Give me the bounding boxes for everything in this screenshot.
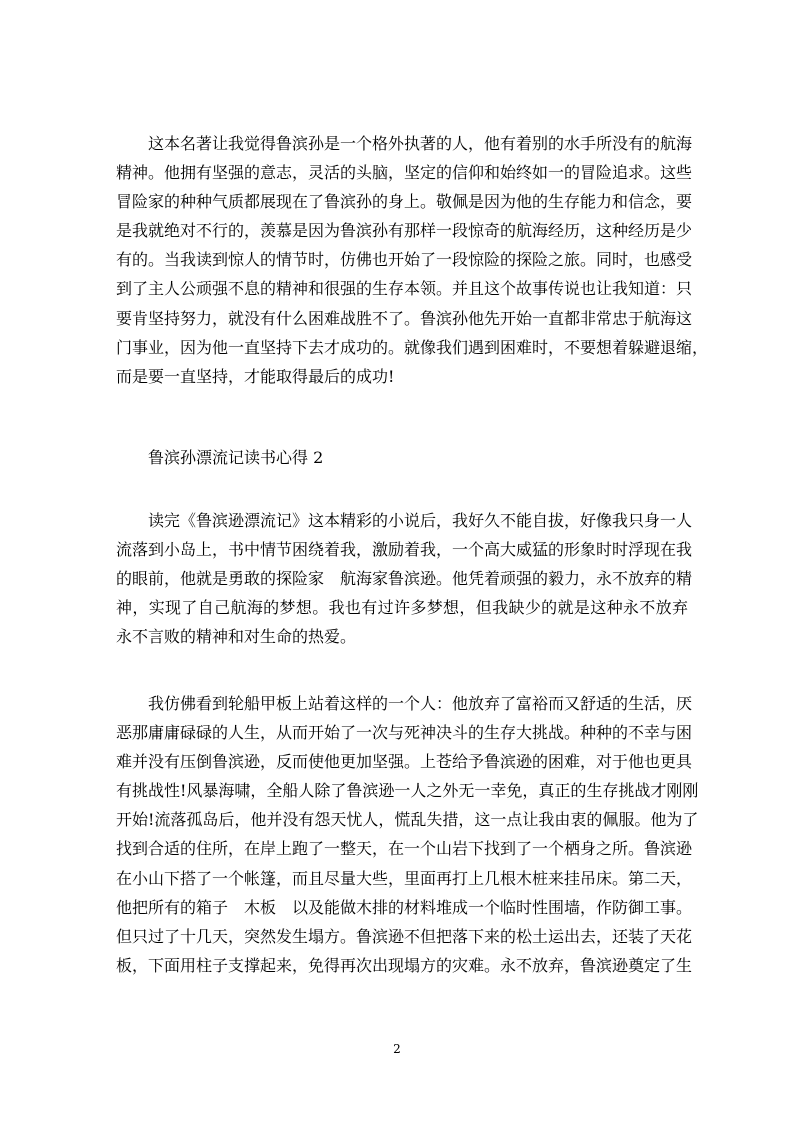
paragraph-line: 到了主人公顽强不息的精神和很强的生存本领。并且这个故事传说也让我知道：只	[116, 279, 693, 299]
paragraph-line: 是我就绝对不行的，羡慕是因为鲁滨孙有那样一段惊奇的航海经历，这种经历是少	[116, 221, 693, 241]
paragraph-line: 流落到小岛上，书中情节困绕着我，激励着我，一个高大威猛的形象时时浮现在我	[116, 540, 693, 560]
paragraph-line: 我仿佛看到轮船甲板上站着这样的一个人：他放弃了富裕而又舒适的生活，厌	[116, 694, 693, 713]
paragraph-line: 他把所有的箱子 木板 以及能做木排的材料堆成一个临时性围墙，作防御工事。	[116, 897, 693, 917]
paragraph-line: 在小山下搭了一个帐篷，而且尽量大些，里面再打上几根木桩来挂吊床。第二天，	[116, 868, 693, 888]
paragraph-line: 但只过了十几天，突然发生塌方。鲁滨逊不但把落下来的松土运出去，还装了天花	[116, 926, 693, 946]
paragraph-line: 神，实现了自己航海的梦想。我也有过许多梦想，但我缺少的就是这种永不放弃	[116, 598, 688, 618]
paragraph-line: 恶那庸庸碌碌的人生，从而开始了一次与死神决斗的生存大挑战。种种的不幸与困	[116, 723, 693, 743]
paragraph-3	[116, 689, 699, 980]
paragraph-line: 开始!流落孤岛后，他并没有怨天忧人，慌乱失措，这一点让我由衷的佩服。他为了	[116, 810, 699, 830]
paragraph-line: 有的。当我读到惊人的情节时，仿佛也开始了一段惊险的探险之旅。同时，也感受	[116, 250, 693, 270]
paragraph-line: 读完《鲁滨逊漂流记》这本精彩的小说后，我好久不能自拔，好像我只身一人	[116, 511, 693, 530]
paragraph-line: 的眼前，他就是勇敢的探险家 航海家鲁滨逊。他凭着顽强的毅力，永不放弃的精	[116, 569, 693, 589]
paragraph-line: 找到合适的住所，在岸上跑了一整天，在一个山岩下找到了一个栖身之所。鲁滨逊	[116, 839, 693, 859]
paragraph-line: 难并没有压倒鲁滨逊，反而使他更加坚强。上苍给予鲁滨逊的困难，对于他也更具	[116, 752, 693, 772]
paragraph-line: 永不言败的精神和对生命的热爱。	[116, 627, 357, 647]
paragraph-1	[116, 129, 709, 391]
page-number: 2	[393, 1042, 401, 1056]
paragraph-line: 板，下面用柱子支撑起来，免得再次出现塌方的灾难。永不放弃，鲁滨逊奠定了生	[116, 955, 693, 975]
paragraph-line: 而是要一直坚持，才能取得最后的成功!	[116, 366, 395, 386]
paragraph-line: 精神。他拥有坚强的意志，灵活的头脑，坚定的信仰和始终如一的冒险追求。这些	[116, 163, 693, 183]
paragraph-line: 门事业，因为他一直坚持下去才成功的。就像我们遇到困难时，不要想着躲避退缩，	[116, 337, 709, 357]
paragraph-2	[116, 506, 693, 651]
section-heading: 鲁滨孙漂流记读书心得 2	[148, 448, 324, 467]
paragraph-line: 这本名著让我觉得鲁滨孙是一个格外执著的人，他有着别的水手所没有的航海	[116, 134, 693, 153]
paragraph-line: 要肯坚持努力，就没有什么困难战胜不了。鲁滨孙他先开始一直都非常忠于航海这	[116, 308, 693, 328]
paragraph-line: 冒险家的种种气质都展现在了鲁滨孙的身上。敬佩是因为他的生存能力和信念，要	[116, 192, 693, 212]
paragraph-line: 有挑战性!风暴海啸，全船人除了鲁滨逊一人之外无一幸免，真正的生存挑战才刚刚	[116, 781, 699, 801]
